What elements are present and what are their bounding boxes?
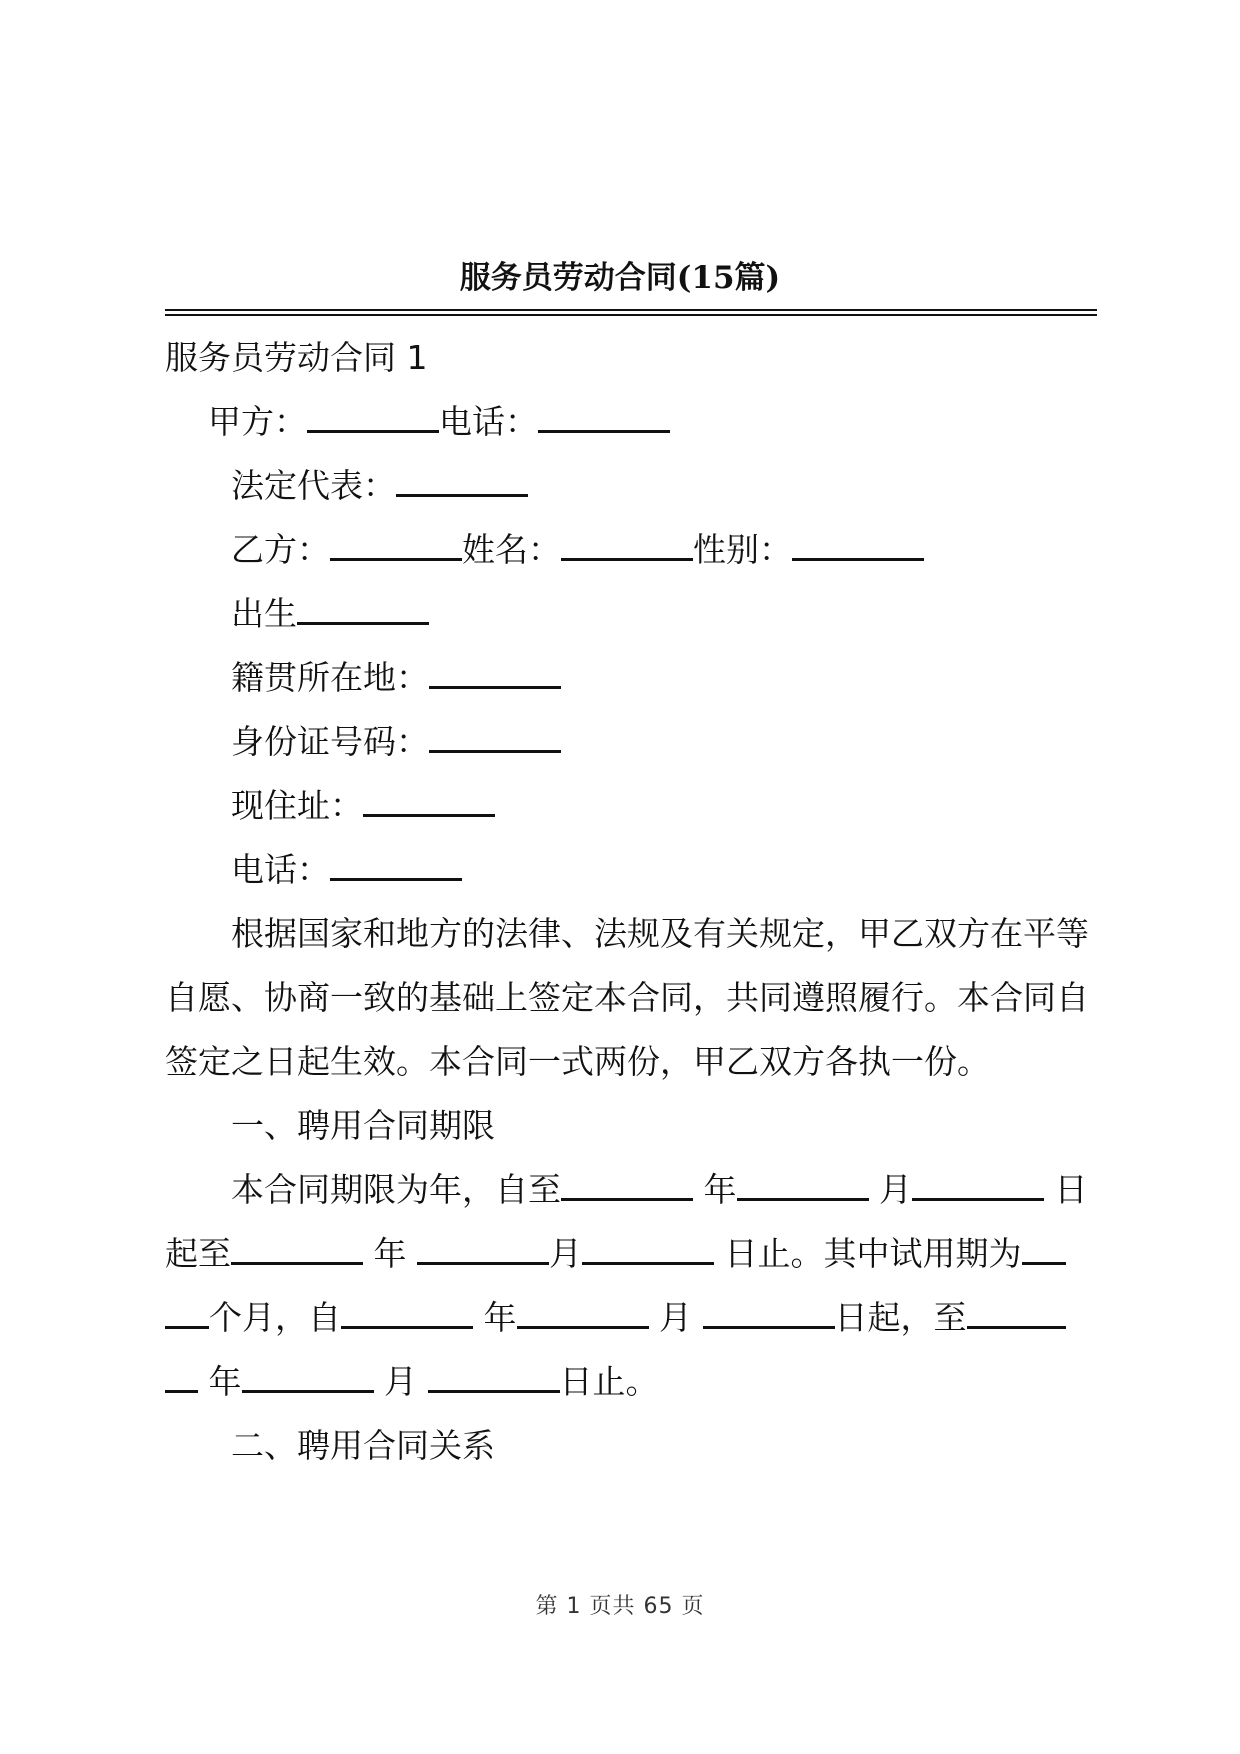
clause-1-line-3 [165, 1296, 1066, 1340]
month-label: 月 [879, 1170, 912, 1209]
party-a-label: 甲方： [208, 402, 307, 441]
month-label: 月 [659, 1298, 692, 1337]
address-line [231, 784, 495, 828]
address-label: 现住址： [231, 786, 363, 825]
end-year-blank [231, 1235, 363, 1265]
start-month-blank [737, 1171, 869, 1201]
title-rule-top [165, 309, 1097, 311]
phone-b-line [231, 848, 462, 892]
legal-rep-label: 法定代表： [231, 466, 396, 505]
phone-blank [538, 403, 670, 433]
clause-1-line-1 [231, 1168, 1088, 1212]
day-from-to-label: 日起，至 [834, 1298, 967, 1337]
year-label: 年 [483, 1298, 517, 1337]
birth-blank [297, 595, 429, 625]
months-from-label: 个月，自 [209, 1298, 341, 1337]
month-label: 月 [549, 1234, 582, 1273]
party-b-line [231, 528, 924, 572]
name-blank [561, 531, 693, 561]
probation-start-day-blank [703, 1299, 835, 1329]
phone-b-blank [330, 851, 462, 881]
gender-blank [792, 531, 924, 561]
legal-rep-line [231, 464, 528, 508]
probation-months-blank-a [1022, 1235, 1066, 1265]
title-rule-bottom [165, 314, 1097, 316]
birth-line [231, 592, 429, 636]
probation-end-day-blank [428, 1363, 560, 1393]
intro-line-2: 自愿、协商一致的基础上签定本合同，共同遵照履行。本合同自 [165, 978, 1089, 1017]
clause-2-heading: 二、聘用合同关系 [231, 1426, 495, 1465]
address-blank [363, 787, 495, 817]
until-end-label: 日止。 [559, 1362, 659, 1401]
clause-1-heading: 一、聘用合同期限 [231, 1106, 495, 1145]
id-number-line [231, 720, 561, 764]
year-label: 年 [373, 1234, 407, 1273]
name-label: 姓名： [462, 530, 561, 569]
start-year-blank [561, 1171, 693, 1201]
clause-1-line-2 [165, 1232, 1066, 1276]
gender-label: 性别： [693, 530, 792, 569]
end-day-blank [582, 1235, 714, 1265]
until-label: 日止。其中试用期为 [724, 1234, 1022, 1273]
probation-end-month-blank [242, 1363, 374, 1393]
native-place-label: 籍贯所在地： [231, 658, 429, 697]
legal-rep-blank [396, 467, 528, 497]
day-label: 日 [1054, 1170, 1088, 1209]
clause-1-line-4 [165, 1360, 659, 1404]
intro-line-3: 签定之日起生效。本合同一式两份，甲乙双方各执一份。 [165, 1042, 990, 1081]
page-footer: 第 1 页共 65 页 [535, 1594, 705, 1619]
probation-end-year-blank-a [967, 1299, 1066, 1329]
party-a-line [208, 400, 670, 444]
party-b-label: 乙方： [231, 530, 330, 569]
from-label: 起至 [165, 1234, 231, 1273]
intro-line-1: 根据国家和地方的法律、法规及有关规定，甲乙双方在平等 [231, 914, 1089, 953]
year-label: 年 [703, 1170, 737, 1209]
native-place-line [231, 656, 561, 700]
native-place-blank [429, 659, 561, 689]
phone-label: 电话： [439, 402, 538, 441]
month-label: 月 [384, 1362, 417, 1401]
end-month-blank [417, 1235, 549, 1265]
party-a-blank [307, 403, 439, 433]
year-label: 年 [208, 1362, 242, 1401]
section-heading: 服务员劳动合同 1 [165, 338, 428, 377]
phone-b-label: 电话： [231, 850, 330, 889]
term-prefix: 本合同期限为年，自至 [231, 1170, 561, 1209]
party-b-blank [330, 531, 462, 561]
birth-label: 出生 [231, 594, 297, 633]
probation-start-year-blank [341, 1299, 473, 1329]
document-title: 服务员劳动合同(15篇) [459, 260, 781, 296]
start-day-blank [912, 1171, 1044, 1201]
probation-months-blank-b [165, 1299, 209, 1329]
probation-end-year-blank-b [165, 1363, 198, 1393]
id-number-blank [429, 723, 561, 753]
id-number-label: 身份证号码： [231, 722, 429, 761]
probation-start-month-blank [517, 1299, 649, 1329]
